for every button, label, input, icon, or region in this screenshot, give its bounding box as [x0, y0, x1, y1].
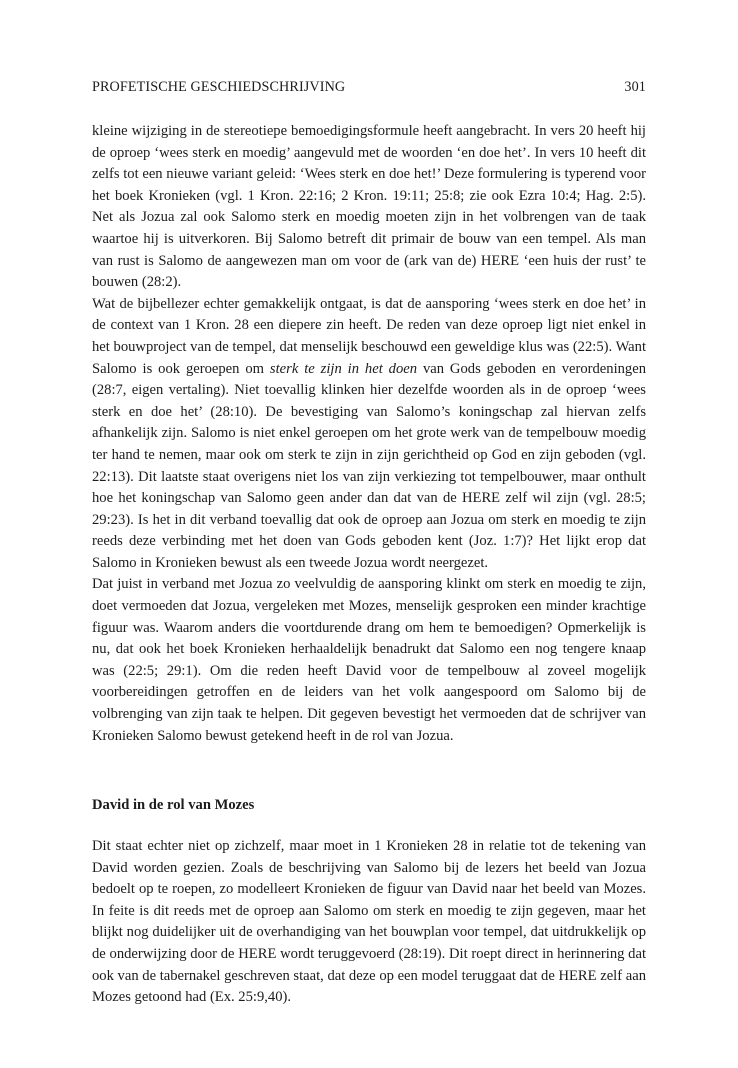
paragraph-2 [92, 294, 646, 575]
paragraph-3: Dat juist in verband met Jozua zo veelvuldig de aansporing klinkt om sterk en moedig te zijn, doet vermoeden dat Jozua, vergeleken met Mozes, menselijk gesproken een minder krachtige figuur was. Waarom anders die voortdurende drang om hem te bemoedigen? Opmerkelijk is nu, dat ook het boek Kronieken herhaaldelijk benadrukt dat Salomo een nog tengere knaap was (22:5; 29:1). Om die reden heeft David voor de tempelbouw al zoveel mogelijk voorbereidingen getroffen en de leiders van het volk aangespoord om Salomo bij de volbrenging van zijn taak te helpen. Dit gegeven bevestigt het vermoeden dat de schrijver van Kronieken Salomo bewust getekend heeft in de rol van Jozua. [92, 576, 646, 744]
section-text [92, 836, 646, 1009]
page-number: 301 [624, 79, 646, 95]
running-header [92, 79, 646, 99]
paragraph-2-part-1: Wat de bijbellezer echter gemakkelijk ontgaat, is dat de aansporing ‘wees sterk en doe het’ in de context van 1 Kron. 28 een diepere zin heeft. De reden van deze oproep ligt niet enkel in het bouwproject van de tempel, dat menselijk beschouwd een geweldige klus was (22:5). Want Salomo is ook geroepen om [92, 295, 646, 377]
running-title: PROFETISCHE GESCHIEDSCHRIJVING [92, 79, 346, 95]
main-text [92, 121, 646, 747]
paragraph-2-part-2: van Gods geboden en verordeningen (28:7, eigen vertaling). Niet toevallig klinken hier dezelfde woorden als in de oproep ‘wees sterk en doe het’ (28:10). De bevestiging van Salomo’s koningschap zal hiervan zelfs afhankelijk zijn. Salomo is niet enkel geroepen om het grote werk van de tempelbouw moedig ter hand te nemen, maar ook om sterk te zijn in zijn gerichtheid op God en zijn geboden (vgl. 22:13). Dit laatste staat overigens niet los van zijn verkiezing tot tempelbouwer, maar onthult hoe het koningschap van Salomo geen ander dan dat van de HERE zelf wil zijn (vgl. 28:5; 29:23). Is het in dit verband toevallig dat ook de oproep aan Jozua om sterk en moedig te zijn reeds deze verbinding met het doen van Gods geboden kent (Joz. 1:7)? Het lijkt erop dat Salomo in Kronieken bewust als een tweede Jozua wordt neergezet. [92, 360, 646, 571]
section-paragraph: Dit staat echter niet op zichzelf, maar moet in 1 Kronieken 28 in relatie tot de tekening van David worden gezien. Zoals de beschrijving van Salomo bij de lezers het beeld van Jozua bedoelt op te roepen, zo modelleert Kronieken de figuur van David naar het beeld van Mozes. In feite is dit reeds met de oproep aan Salomo om sterk en moedig te zijn gegeven, maar het blijkt nog duidelijker uit de overhandiging van het bouwplan voor tempel, dat uitdrukkelijk op de onderwijzing door de HERE wordt teruggevoerd (28:19). Dit roept direct in herinnering dat ook van de tabernakel geschreven staat, dat deze op een model teruggaat dat de HERE zelf aan Mozes getoond had (Ex. 25:9,40). [92, 838, 646, 1006]
paragraph-1: kleine wijziging in de stereotiepe bemoedigingsformule heeft aangebracht. In vers 20 heeft hij de oproep ‘wees sterk en moedig’ aangevuld met de woorden ‘en doe het’. In vers 10 heeft dit zelfs tot een nieuwe variant geleid: ‘Wees sterk en doe het!’ Deze formulering is typerend voor het boek Kronieken (vgl. 1 Kron. 22:16; 2 Kron. 19:11; 25:8; zie ook Ezra 10:4; Hag. 2:5). Net als Jozua zal ook Salomo sterk en moedig moeten zijn in het volbrengen van de taak waartoe hij is uitverkoren. Bij Salomo betreft dit primair de bouw van een tempel. Als man van rust is Salomo de aangewezen man om voor de (ark van de) HERE ‘een huis der rust’ te bouwen (28:2). [92, 123, 646, 291]
paragraph-2-italic: sterk te zijn in het doen [269, 360, 418, 377]
section-heading: David in de rol van Mozes [92, 797, 255, 813]
